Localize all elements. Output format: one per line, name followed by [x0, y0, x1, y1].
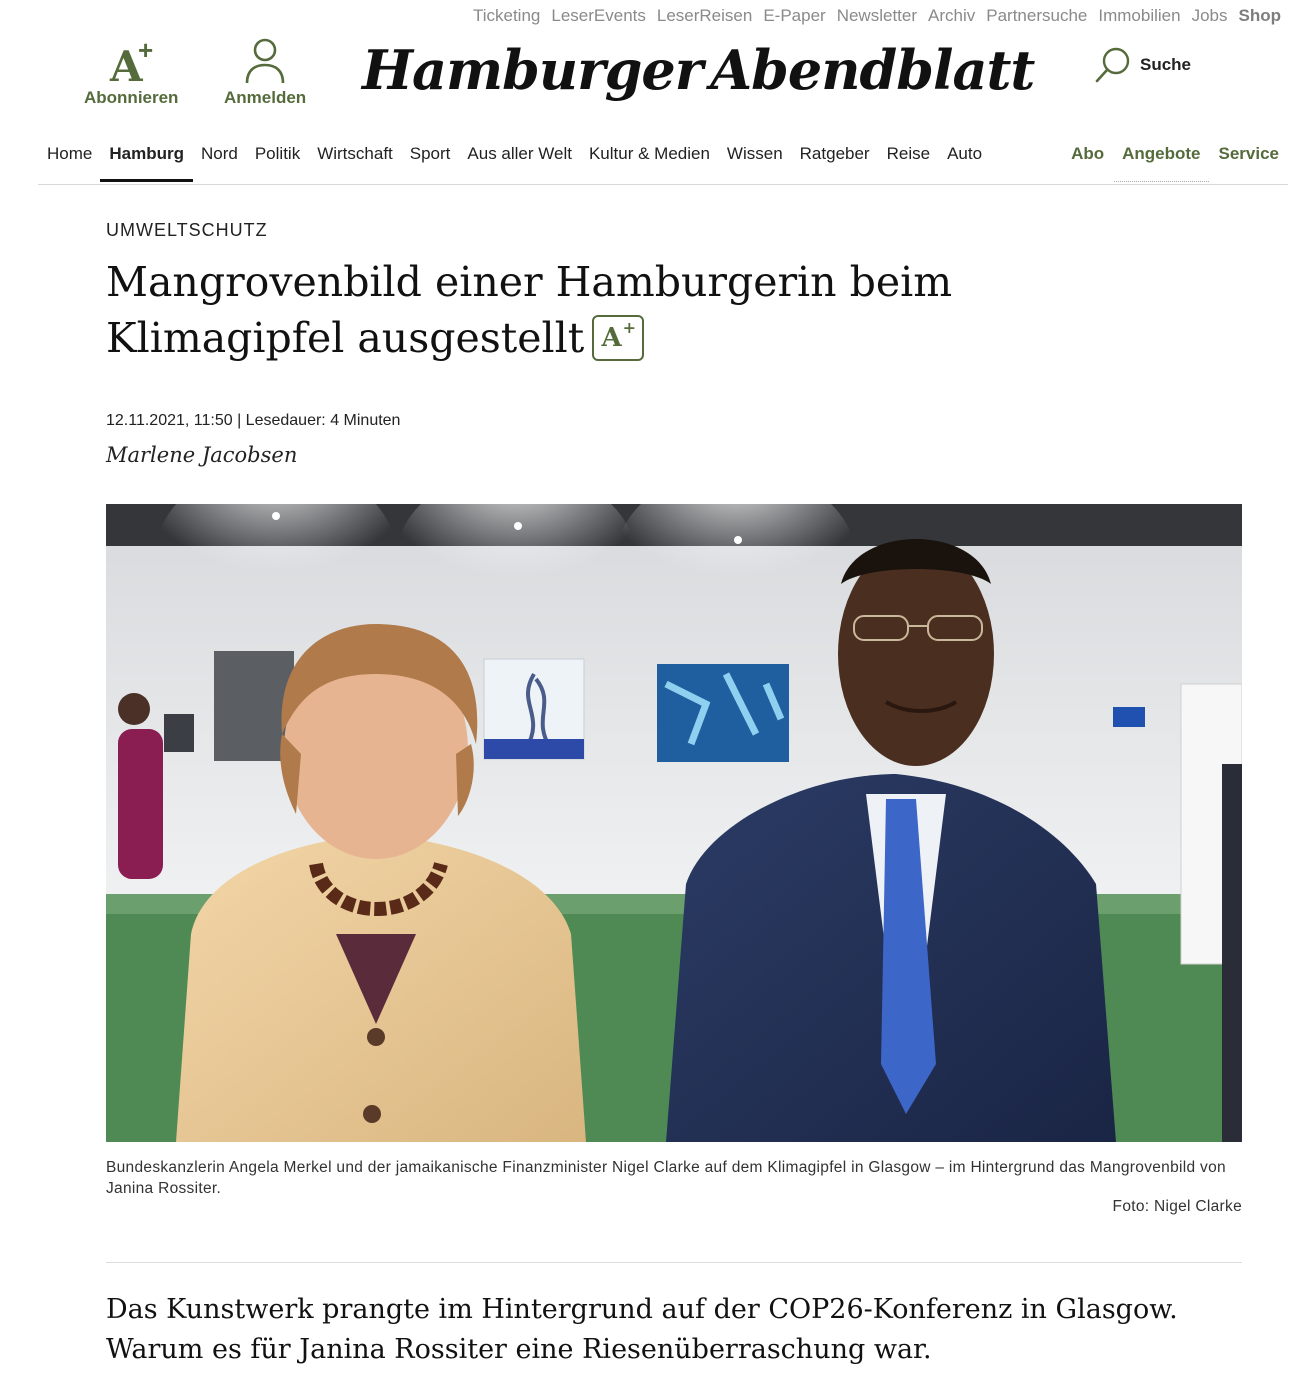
photo-caption: Bundeskanzlerin Angela Merkel und der jamaikanische Finanzminister Nigel Clarke auf dem Klimagipfel in Glasgow – im Hintergrund das Mangrovenbild von Janina Rossiter. — [106, 1159, 1226, 1197]
subscribe-label: Abonnieren — [84, 88, 179, 107]
login-button[interactable] — [224, 36, 306, 108]
login-label: Anmelden — [224, 88, 307, 107]
nav-kultur-medien[interactable]: Kultur & Medien — [588, 144, 710, 163]
photo-credit: Foto: Nigel Clarke — [1112, 1198, 1242, 1215]
divider — [106, 1262, 1242, 1263]
util-link-shop[interactable]: Shop — [1238, 6, 1281, 25]
nav-politik[interactable]: Politik — [254, 144, 301, 163]
article-kicker: UMWELTSCHUTZ — [106, 220, 268, 240]
nav-hamburg[interactable]: Hamburg — [109, 144, 184, 163]
search-button[interactable] — [1094, 46, 1191, 84]
headline-text: Mangrovenbild einer Hamburgerin beim Klimagipfel ausgestellt — [106, 258, 953, 362]
utility-nav — [473, 6, 1281, 26]
nav-home[interactable]: Home — [47, 144, 93, 163]
site-logo[interactable] — [362, 36, 1035, 104]
nav-abo[interactable]: Abo — [1071, 144, 1105, 163]
article-headline — [106, 254, 1006, 366]
nav-wissen[interactable]: Wissen — [726, 144, 783, 163]
logo-word-right: Abendblatt — [710, 38, 1035, 102]
util-link-ticketing[interactable]: Ticketing — [472, 6, 541, 25]
nav-wirtschaft[interactable]: Wirtschaft — [317, 144, 393, 163]
nav-angebote[interactable]: Angebote — [1122, 144, 1201, 163]
nav-sport[interactable]: Sport — [409, 144, 451, 163]
logo-word-left: Hamburger — [362, 38, 703, 102]
search-label: Suche — [1140, 55, 1192, 74]
user-icon — [243, 36, 287, 88]
util-link-epaper[interactable]: E-Paper — [763, 6, 826, 25]
util-link-newsletter[interactable]: Newsletter — [836, 6, 918, 25]
util-link-jobs[interactable]: Jobs — [1191, 6, 1228, 25]
util-link-leserevents[interactable]: LeserEvents — [551, 6, 646, 25]
article-photo — [106, 504, 1242, 1142]
main-nav — [38, 130, 1288, 185]
article-lead: Das Kunstwerk prangte im Hintergrund auf der COP26-Konferenz in Glasgow. Warum es für Janina Rossiter eine Riesenüberraschung war. — [106, 1294, 1178, 1365]
nav-service[interactable]: Service — [1218, 144, 1279, 163]
util-link-partnersuche[interactable]: Partnersuche — [986, 6, 1088, 25]
svg-text:+: + — [138, 37, 154, 65]
nav-aus-aller-welt[interactable]: Aus aller Welt — [467, 144, 572, 163]
svg-text:A: A — [110, 42, 143, 87]
util-link-immobilien[interactable]: Immobilien — [1098, 6, 1181, 25]
subscribe-button[interactable] — [84, 36, 178, 108]
util-link-archiv[interactable]: Archiv — [928, 6, 976, 25]
nav-ratgeber[interactable]: Ratgeber — [799, 144, 870, 163]
article-author[interactable]: Marlene Jacobsen — [106, 443, 298, 467]
nav-nord[interactable]: Nord — [200, 144, 238, 163]
search-icon — [1094, 46, 1132, 84]
nav-reise[interactable]: Reise — [886, 144, 931, 163]
nav-auto[interactable]: Auto — [947, 144, 983, 163]
util-link-leserreisen[interactable]: LeserReisen — [656, 6, 753, 25]
article-meta: 12.11.2021, 11:50 | Lesedauer: 4 Minuten — [106, 412, 401, 429]
a-plus-icon — [106, 36, 156, 88]
a-plus-badge-icon: A + — [592, 315, 644, 361]
